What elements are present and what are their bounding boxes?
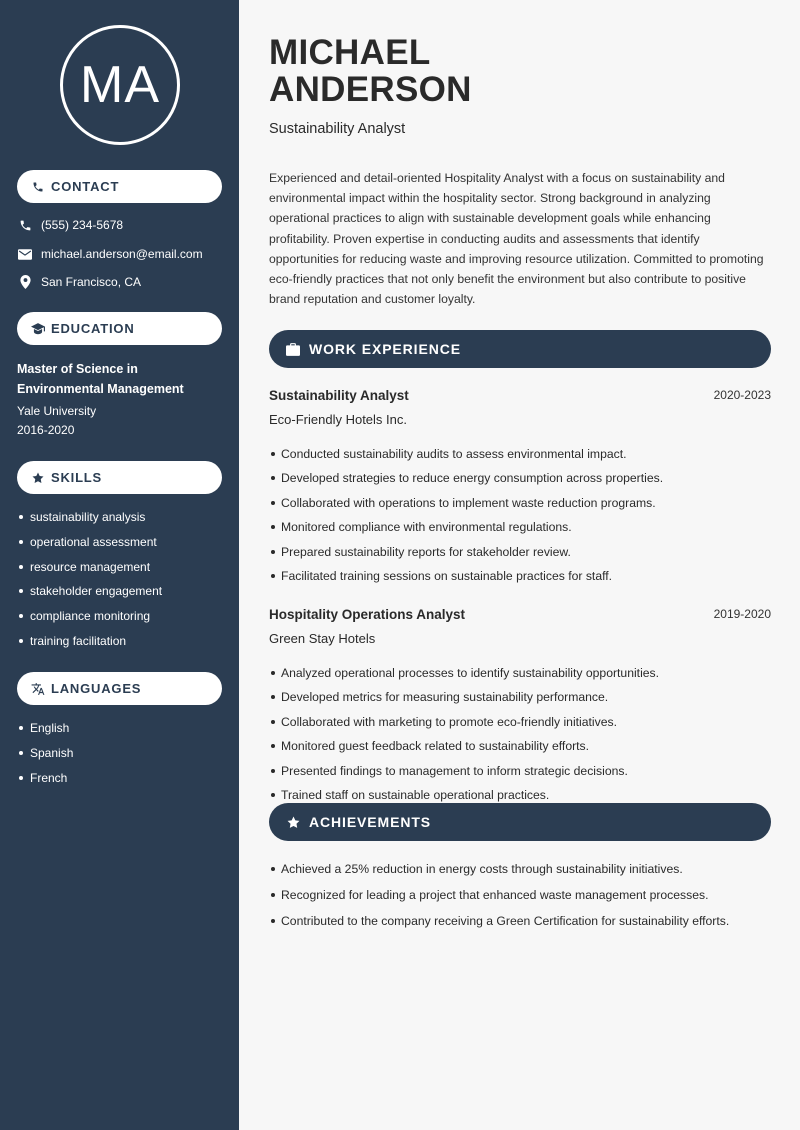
job-company: Eco-Friendly Hotels Inc. xyxy=(269,412,407,427)
avatar-initials: MA xyxy=(80,56,160,114)
list-item: Developed metrics for measuring sustainability performance. xyxy=(269,689,774,713)
skill-item: compliance monitoring xyxy=(17,608,162,633)
language-item: Spanish xyxy=(17,745,73,770)
job-dates: 2019-2020 xyxy=(713,607,771,621)
first-name: MICHAEL xyxy=(269,33,431,72)
list-item: Collaborated with operations to implement waste reduction programs. xyxy=(269,495,774,519)
job-dates: 2020-2023 xyxy=(713,388,771,402)
list-item: Monitored compliance with environmental regulations. xyxy=(269,519,774,543)
education-heading-pill xyxy=(17,312,222,345)
list-item: Developed strategies to reduce energy consumption across properties. xyxy=(269,470,774,494)
achievements-heading-bar xyxy=(269,803,771,841)
phone-text[interactable]: (555) 234-5678 xyxy=(41,218,124,232)
profile-summary: Experienced and detail-oriented Hospitality Analyst with a focus on sustainability and environmental impact within the hospitality sector. Strong background in analyzing operational practices to align with sustainable development goals while enhancing profitability. Proven expertise in conducting audits and assessments that identify opportunities for reducing waste and improving resource utilization. Committed to promoting eco-friendly practices that not only benefit the environment but also contribute to positive brand reputation and customer loyalty. xyxy=(269,171,764,307)
achievement-item: Recognized for leading a project that enhanced waste management processes. xyxy=(269,887,774,913)
work-experience-heading-bar xyxy=(269,330,771,368)
last-name: ANDERSON xyxy=(269,70,472,109)
education-years: 2016-2020 xyxy=(17,423,75,437)
star-icon xyxy=(31,471,45,485)
translate-icon xyxy=(31,682,45,696)
list-item: Monitored guest feedback related to sustainability efforts. xyxy=(269,738,774,762)
list-item: Presented findings to management to inform strategic decisions. xyxy=(269,763,774,787)
achievement-item: Contributed to the company receiving a Green Certification for sustainability efforts. xyxy=(269,913,774,939)
job-title: Sustainability Analyst xyxy=(269,121,406,137)
full-name xyxy=(269,34,472,108)
achievements-list xyxy=(269,861,774,938)
education-heading: EDUCATION xyxy=(51,321,135,336)
contact-location xyxy=(17,274,141,290)
job-bullets xyxy=(269,446,774,592)
sidebar xyxy=(0,0,239,1130)
languages-list xyxy=(17,720,73,794)
star-icon xyxy=(286,815,300,829)
mail-icon xyxy=(17,246,33,262)
avatar xyxy=(60,25,180,145)
skill-item: stakeholder engagement xyxy=(17,583,162,608)
job-company: Green Stay Hotels xyxy=(269,631,376,646)
work-experience-heading: WORK EXPERIENCE xyxy=(309,341,461,357)
list-item: Prepared sustainability reports for stakeholder review. xyxy=(269,544,774,568)
briefcase-icon xyxy=(286,342,300,356)
phone-icon xyxy=(17,217,33,233)
contact-email xyxy=(17,246,203,262)
job-role: Hospitality Operations Analyst xyxy=(269,607,466,622)
achievements-heading: ACHIEVEMENTS xyxy=(309,814,432,830)
list-item: Trained staff on sustainable operational practices. xyxy=(269,787,774,811)
achievement-item: Achieved a 25% reduction in energy costs through sustainability initiatives. xyxy=(269,861,774,887)
skill-item: operational assessment xyxy=(17,534,162,559)
skills-heading-pill xyxy=(17,461,222,494)
languages-heading: LANGUAGES xyxy=(51,681,142,696)
education-degree: Master of Science in Environmental Management xyxy=(17,362,184,396)
contact-heading-pill xyxy=(17,170,222,203)
list-item: Conducted sustainability audits to assess environmental impact. xyxy=(269,446,774,470)
list-item: Collaborated with marketing to promote eco-friendly initiatives. xyxy=(269,714,774,738)
language-item: French xyxy=(17,770,73,795)
job-role: Sustainability Analyst xyxy=(269,388,409,403)
language-item: English xyxy=(17,720,73,745)
job-bullets xyxy=(269,665,774,811)
contact-heading: CONTACT xyxy=(51,179,120,194)
graduation-cap-icon xyxy=(31,322,45,336)
contact-phone xyxy=(17,217,123,233)
languages-heading-pill xyxy=(17,672,222,705)
email-text[interactable]: michael.anderson@email.com xyxy=(41,247,203,261)
location-text: San Francisco, CA xyxy=(41,275,142,289)
main-content xyxy=(239,0,800,1130)
list-item: Analyzed operational processes to identify sustainability opportunities. xyxy=(269,665,774,689)
education-school: Yale University xyxy=(17,404,97,418)
location-pin-icon xyxy=(17,274,33,290)
list-item: Facilitated training sessions on sustainable practices for staff. xyxy=(269,568,774,592)
skills-list xyxy=(17,509,162,658)
skill-item: training facilitation xyxy=(17,633,162,658)
skill-item: sustainability analysis xyxy=(17,509,162,534)
phone-icon xyxy=(31,180,45,194)
skill-item: resource management xyxy=(17,559,162,584)
skills-heading: SKILLS xyxy=(51,470,103,485)
